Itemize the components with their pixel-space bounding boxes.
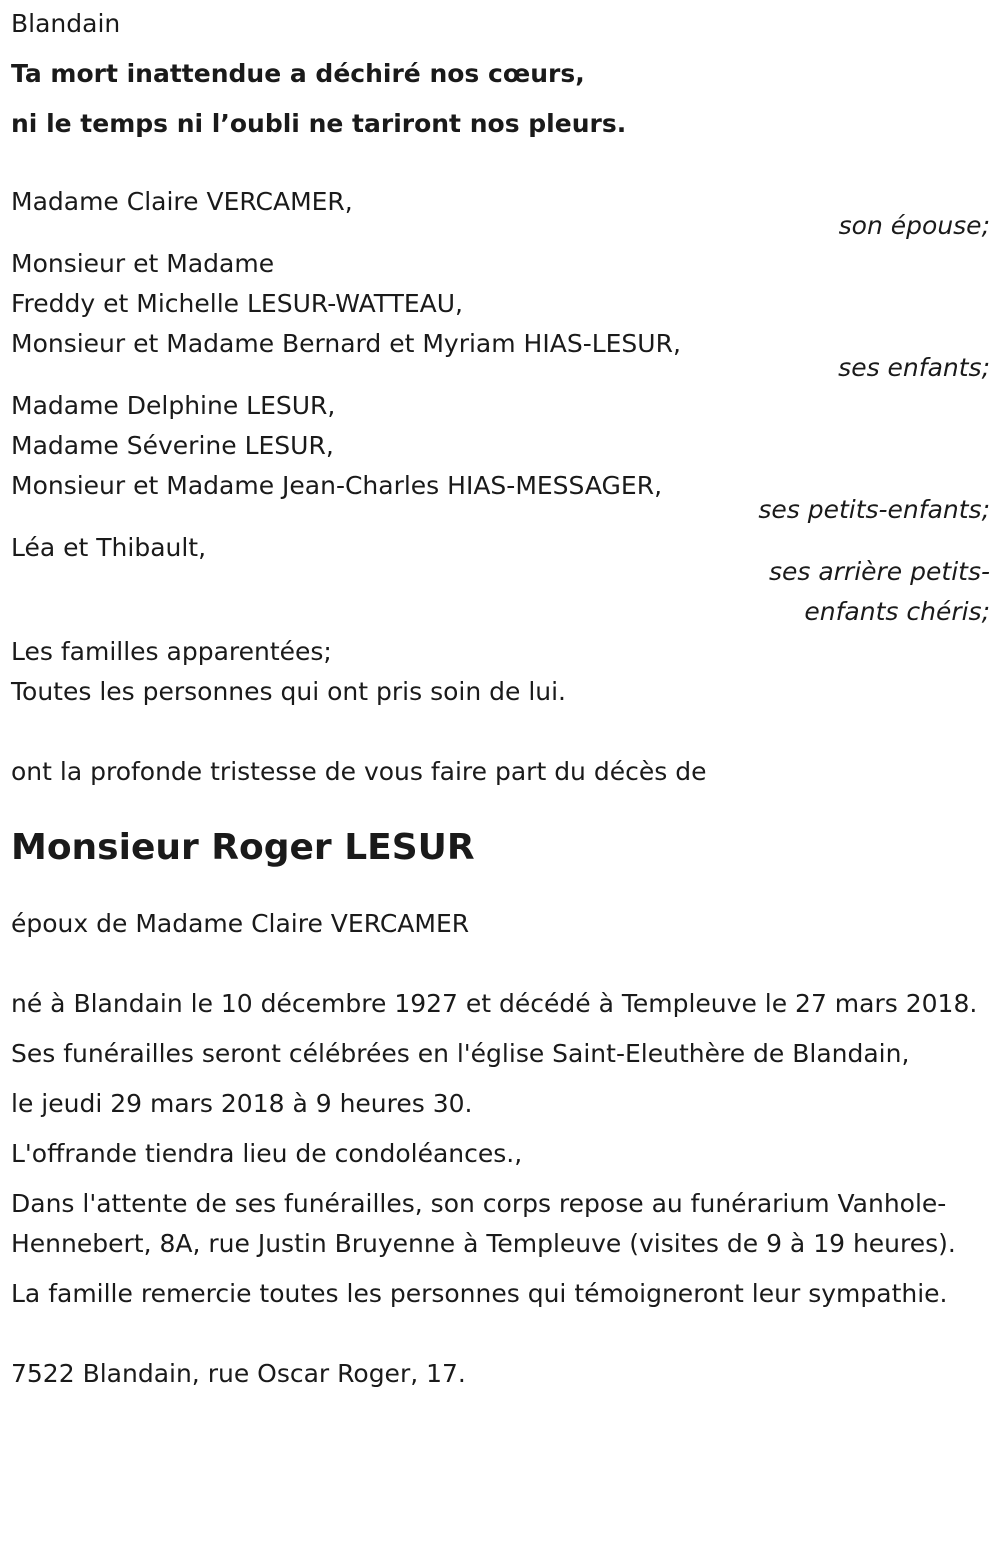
funeral-date: le jeudi 29 mars 2018 à 9 heures 30.: [11, 1089, 473, 1118]
address: 7522 Blandain, rue Oscar Roger, 17.: [11, 1359, 466, 1388]
thanks-note: La famille remercie toutes les personnes qui témoigneront leur sympathie.: [11, 1279, 948, 1308]
poem-line: ni le temps ni l’oubli ne tariront nos pleurs.: [11, 109, 627, 138]
children-block: [11, 244, 990, 388]
relation-label: ses enfants;: [838, 353, 990, 382]
repose-info: Dans l'attente de ses funérailles, son corps repose au funérarium Vanhole-Hennebert, 8A, rue Justin Bruyenne à Templeuve (visites de 9 à 19 heures).: [11, 1189, 956, 1258]
spouse-line: époux de Madame Claire VERCAMER: [11, 909, 470, 938]
relative-name: Madame Claire VERCAMER,: [11, 187, 353, 216]
relation-label: ses arrière petits-: [768, 557, 990, 586]
other-relatives: Les familles apparentées;: [11, 637, 332, 666]
relative-name: Léa et Thibault,: [11, 533, 207, 562]
relative-name: Monsieur et Madame: [11, 249, 275, 278]
relative-name: Monsieur et Madame Bernard et Myriam HIAS-LESUR,: [11, 329, 681, 358]
relative-name: Freddy et Michelle LESUR-WATTEAU,: [11, 289, 464, 318]
relative-name: Madame Séverine LESUR,: [11, 431, 334, 460]
obituary-notice: [11, 4, 990, 1394]
other-relatives: Toutes les personnes qui ont pris soin de lui.: [11, 677, 567, 706]
relation-label: ses petits-enfants;: [758, 495, 990, 524]
great-grandchildren-block: [11, 528, 990, 632]
poem-line: Ta mort inattendue a déchiré nos cœurs,: [11, 59, 585, 88]
announcement: ont la profonde tristesse de vous faire part du décès de: [11, 757, 707, 786]
grandchildren-block: [11, 386, 990, 530]
poem: [11, 54, 990, 144]
others-block: [11, 632, 990, 712]
birth-death: né à Blandain le 10 décembre 1927 et décédé à Templeuve le 27 mars 2018.: [11, 989, 978, 1018]
location: Blandain: [11, 9, 121, 38]
relative-name: Madame Delphine LESUR,: [11, 391, 336, 420]
relation-label: son épouse;: [838, 211, 990, 240]
deceased-name: Monsieur Roger LESUR: [11, 827, 475, 868]
relation-label: enfants chéris;: [804, 597, 990, 626]
relative-name: Monsieur et Madame Jean-Charles HIAS-MESSAGER,: [11, 471, 663, 500]
spouse-block: [11, 182, 990, 246]
funeral-place: Ses funérailles seront célébrées en l'église Saint-Eleuthère de Blandain,: [11, 1039, 910, 1068]
offering-note: L'offrande tiendra lieu de condoléances.,: [11, 1139, 523, 1168]
